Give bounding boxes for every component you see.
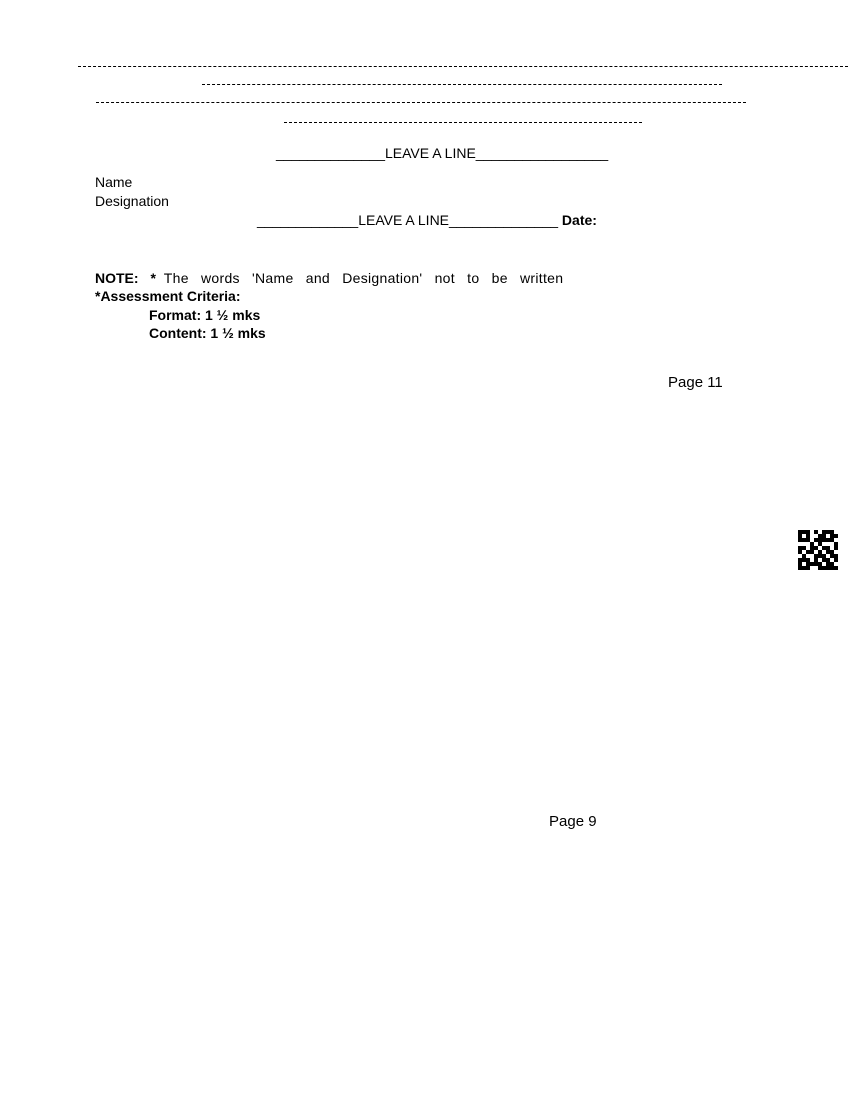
dashed-line-1 xyxy=(78,66,848,67)
designation-label: Designation xyxy=(95,193,169,209)
note-asterisk: * xyxy=(150,270,156,286)
assessment-content: Content: 1 ½ mks xyxy=(149,325,266,341)
leave-a-line-2: _____________LEAVE A LINE______________ xyxy=(257,212,559,228)
note-text: The words 'Name and Designation' not to be written xyxy=(163,270,564,286)
note-label: NOTE: xyxy=(95,270,139,286)
leave-a-line-1: ______________LEAVE A LINE_________________ xyxy=(276,145,609,161)
name-label: Name xyxy=(95,174,133,190)
dashed-line-4 xyxy=(284,122,642,123)
page-label-upper: Page 11 xyxy=(668,374,723,391)
date-label: Date: xyxy=(561,212,597,228)
note-line xyxy=(95,270,563,286)
dashed-line-3 xyxy=(96,102,746,103)
qr-code-icon xyxy=(798,530,838,570)
leave-a-line-2-row xyxy=(257,212,597,228)
dashed-line-2 xyxy=(202,84,722,85)
assessment-format: Format: 1 ½ mks xyxy=(149,307,261,323)
page-label-lower: Page 9 xyxy=(549,813,597,830)
assessment-title: *Assessment Criteria: xyxy=(95,288,241,304)
